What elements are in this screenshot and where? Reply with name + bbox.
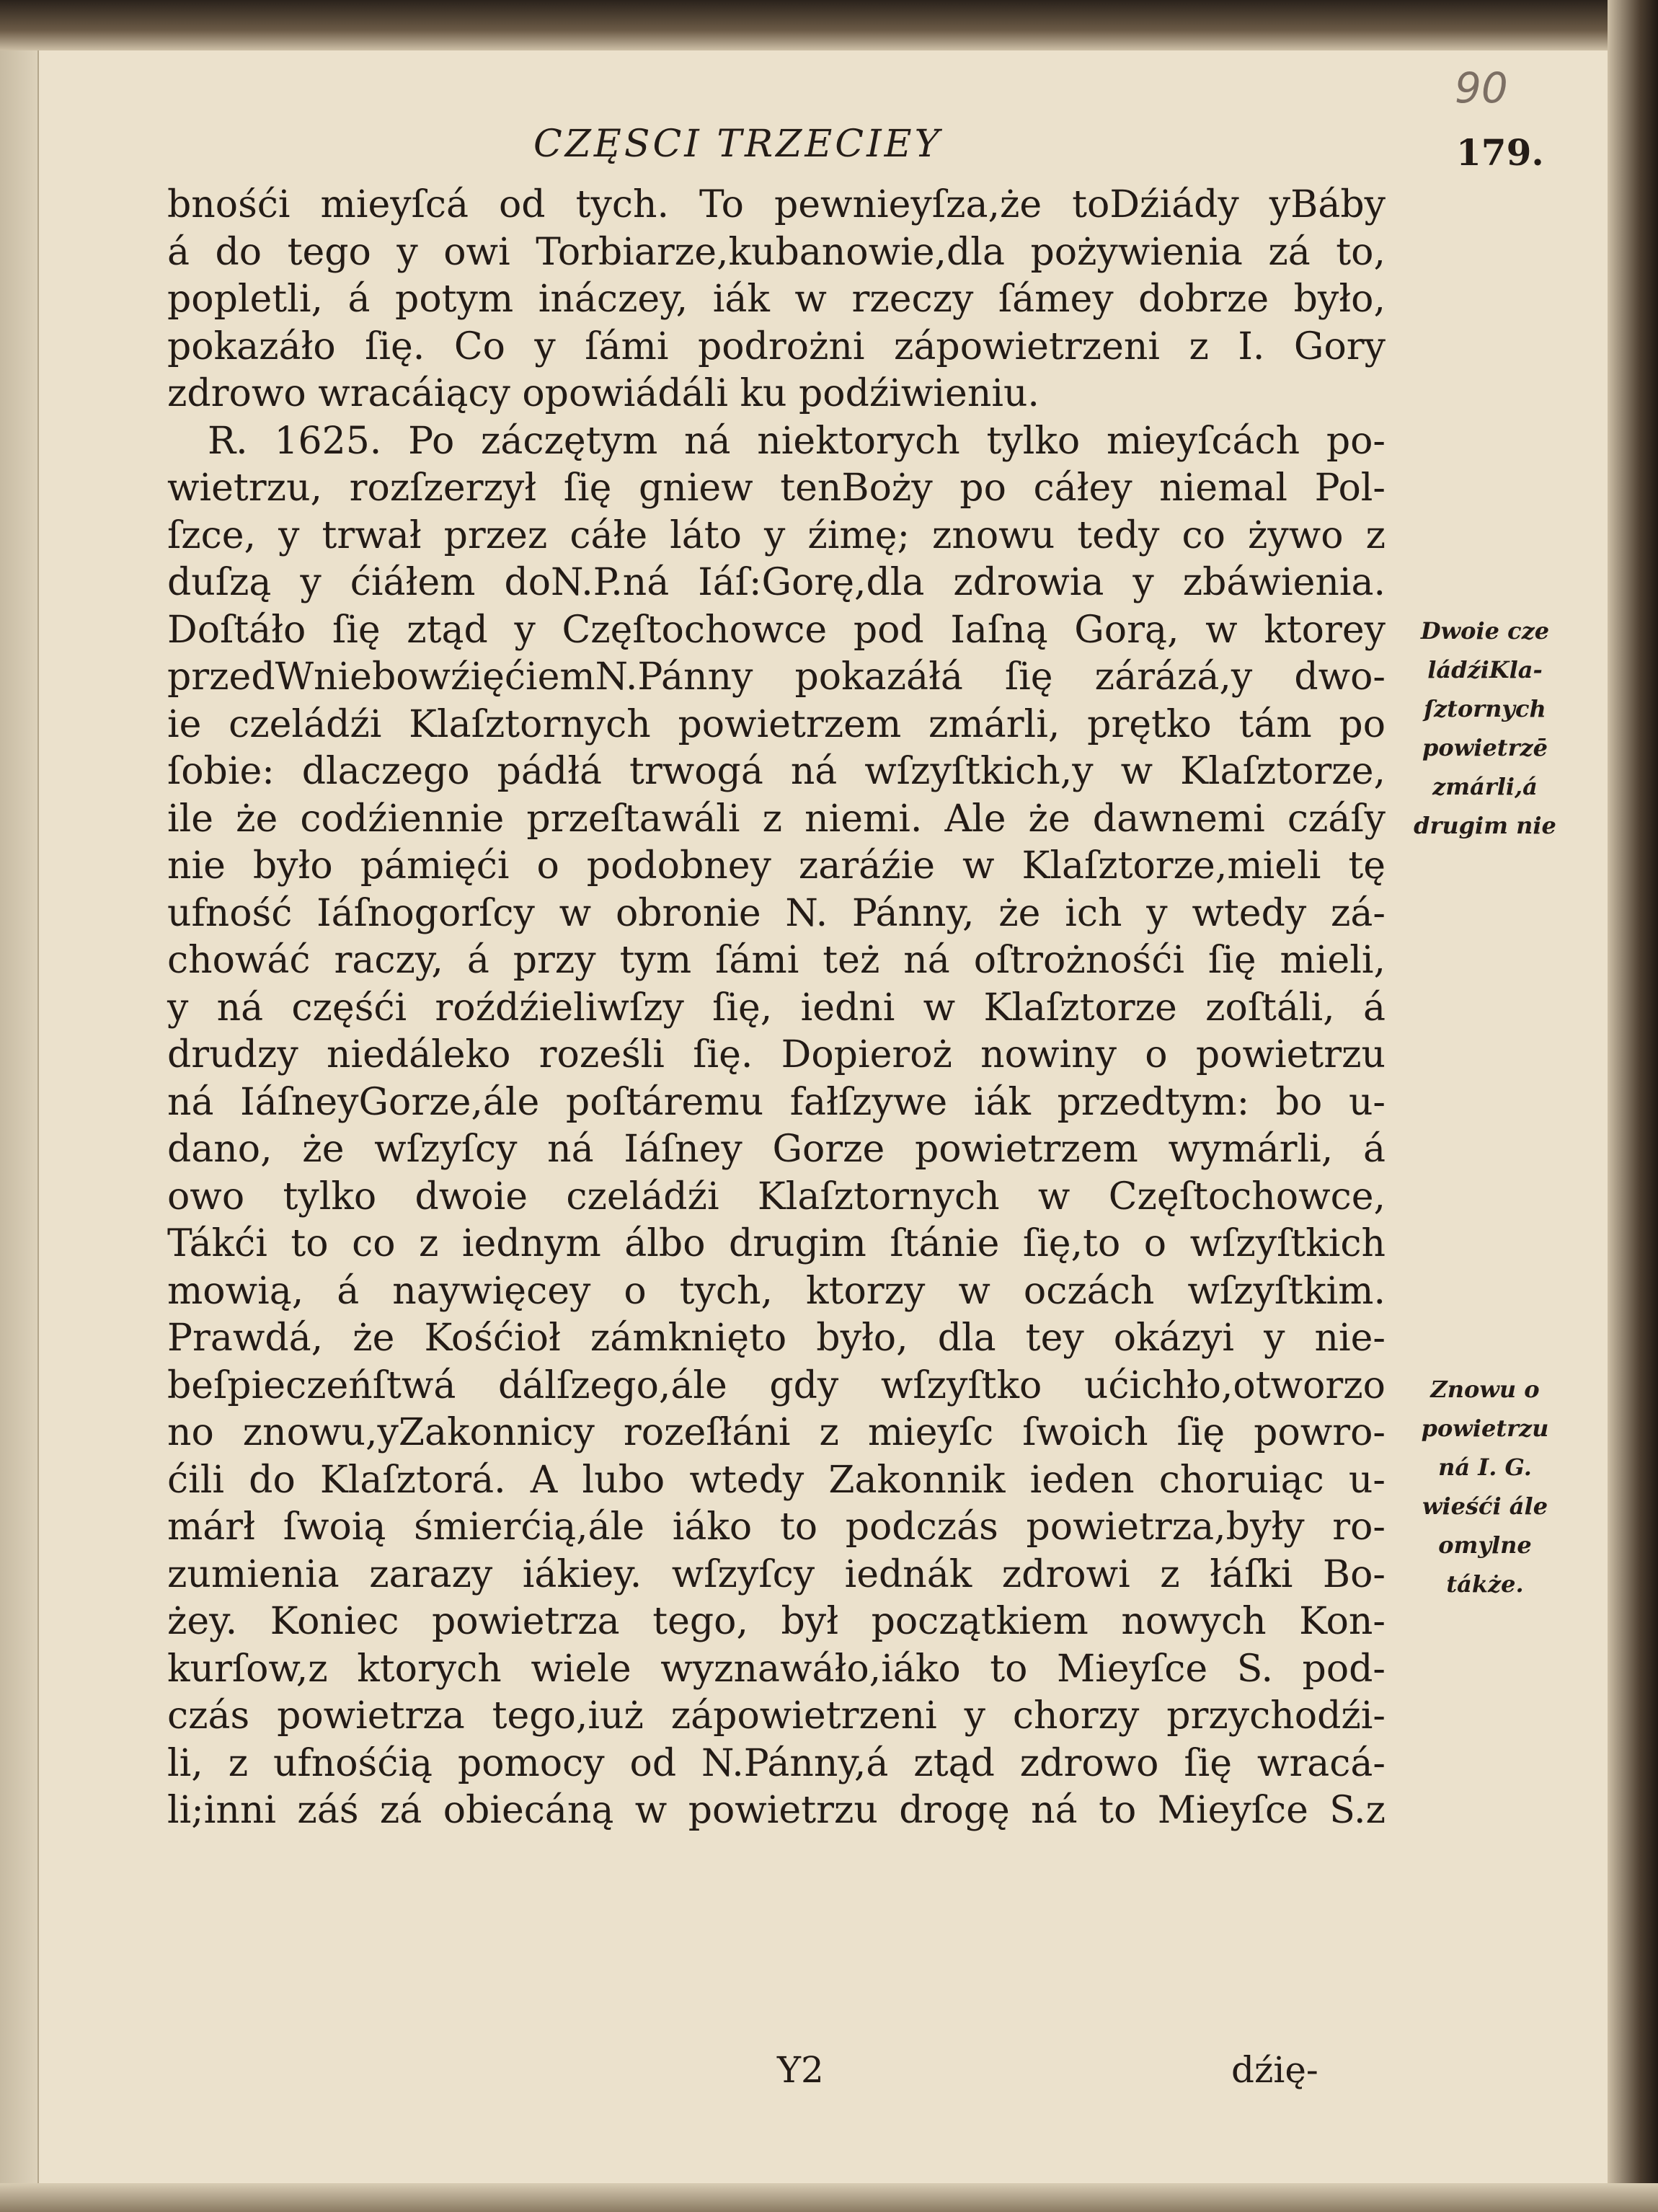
margin-note-line: Dwoie cze xyxy=(1420,617,1550,645)
margin-note-line: powietrzu xyxy=(1421,1415,1549,1442)
text-line: á do tego y owi Torbiarze,kubanowie,dla pożywienia zá to, xyxy=(167,230,1386,274)
text-line: chowáć raczy, á przy tym ſámi też ná oſtrożnośći ſię mieli, xyxy=(167,939,1386,982)
margin-note-line: zmárli,á xyxy=(1432,773,1538,800)
text-line: márł ſwoią śmierćią,ále iáko to podczás powietrza,były ro- xyxy=(167,1505,1386,1549)
text-line: duſzą y ćiáłem doN.P.ná Iáſ:Gorę,dla zdrowia y zbáwienia. xyxy=(167,561,1386,604)
margin-note-line: drugim nie xyxy=(1414,812,1556,839)
text-line: beſpieczeńſtwá dálſzego,ále gdy wſzyſtko ućichło,otworzo xyxy=(167,1363,1386,1407)
text-line: ile że codźiennie przeſtawáli z niemi. Ale że dawnemi czáſy xyxy=(167,797,1386,841)
margin-note-line: omylne xyxy=(1438,1531,1532,1559)
margin-note xyxy=(1388,1370,1582,1603)
scan-right-edge xyxy=(1608,0,1658,2212)
margin-note-line: tákże. xyxy=(1446,1570,1524,1598)
text-line: Tákći to co z iednym álbo drugim ſtánie ſię,to o wſzyſtkich xyxy=(167,1222,1386,1265)
text-line: li;inni záś zá obiecáną w powietrzu drogę ná to Mieyſce S.z xyxy=(167,1789,1386,1832)
margin-note-line: wieśći ále xyxy=(1422,1492,1548,1520)
text-line: ie czeládźi Klaſztornych powietrzem zmárli, prętko tám po xyxy=(167,702,1386,746)
text-line: czás powietrza tego,iuż zápowietrzeni y chorzy przychodźi- xyxy=(167,1694,1386,1738)
text-line: Prawdá, że Kośćioł zámknięto było, dla tey okázyi y nie- xyxy=(167,1317,1386,1360)
margin-note-line: powietrzē xyxy=(1422,734,1548,761)
scan-top-edge xyxy=(0,0,1658,50)
text-line: bnośći mieyſcá od tych. To pewnieyſza,że toDźiády yBáby xyxy=(167,183,1386,226)
margin-note-line: ná I. G. xyxy=(1438,1454,1532,1481)
margin-note-line: ſztornych xyxy=(1424,695,1546,722)
signature-mark: Y2 xyxy=(777,2049,824,2091)
page-number: 179. xyxy=(1456,131,1544,174)
margin-note-line: ládźiKla- xyxy=(1427,656,1543,683)
catchword: dźię- xyxy=(1231,2049,1318,2091)
text-line: zumienia zarazy iákiey. wſzyſcy iednák zdrowi z łáſki Bo- xyxy=(167,1552,1386,1596)
facing-page-edge xyxy=(0,50,39,2212)
text-line: li, z ufnośćią pomocy od N.Pánny,á ztąd zdrowo ſię wracá- xyxy=(167,1741,1386,1785)
text-line: ćili do Klaſztorá. A lubo wtedy Zakonnik ieden choruiąc u- xyxy=(167,1458,1386,1502)
text-line: ſobie: dlaczego pádłá trwogá ná wſzyſtkich,y w Klaſztorze, xyxy=(167,750,1386,793)
text-line: Doſtáło ſię ztąd y Częſtochowce pod Iaſną Gorą, w ktorey xyxy=(167,608,1386,652)
text-line: przedWniebowźięćiemN.Pánny pokazáłá ſię zárázá,y dwo- xyxy=(167,655,1386,699)
running-head: CZĘSCI TRZECIEY xyxy=(533,123,942,166)
text-line: owo tylko dwoie czeládźi Klaſztornych w Częſtochowce, xyxy=(167,1174,1386,1218)
text-line: żey. Koniec powietrza tego, był początkiem nowych Kon- xyxy=(167,1600,1386,1643)
text-line: popletli, á potym ináczey, iák w rzeczy ſámey dobrze było, xyxy=(167,278,1386,321)
body-text xyxy=(167,182,1386,1835)
manuscript-folio-number: 90 xyxy=(1455,63,1508,112)
margin-note xyxy=(1388,611,1582,845)
margin-note-line: Znowu o xyxy=(1430,1376,1540,1403)
text-line: dano, że wſzyſcy ná Iáſney Gorze powietrzem wymárli, á xyxy=(167,1128,1386,1171)
text-line: pokazáło ſię. Co y ſámi podrożni zápowietrzeni z I. Gory xyxy=(167,324,1386,368)
text-line: drudzy niedáleko roześli ſię. Dopieroż nowiny o powietrzu xyxy=(167,1033,1386,1076)
text-line: mowią, á naywięcey o tych, ktorzy w oczách wſzyſtkim. xyxy=(167,1269,1386,1313)
text-line: no znowu,yZakonnicy rozeſłáni z mieyſc ſwoich ſię powro- xyxy=(167,1411,1386,1454)
text-line: ufność Iáſnogorſcy w obronie N. Pánny, że ich y wtedy zá- xyxy=(167,891,1386,935)
text-line: wietrzu, rozſzerzył ſię gniew tenBoży po cáłey niemal Pol- xyxy=(167,466,1386,510)
text-line: zdrowo wracáiący opowiádáli ku podźiwieniu. xyxy=(167,372,1039,415)
text-line: R. 1625. Po záczętym ná niektorych tylko mieyſcách po- xyxy=(208,419,1386,463)
text-line: ná IáſneyGorze,ále poſtáremu fałſzywe iák przedtym: bo u- xyxy=(167,1080,1386,1124)
text-line: kurſow,z ktorych wiele wyznawáło,iáko to Mieyſce S. pod- xyxy=(167,1647,1386,1691)
text-line: y ná częśći roźdźieliwſzy ſię, iedni w Klaſztorze zoſtáli, á xyxy=(167,986,1386,1030)
scan-bottom-edge xyxy=(0,2183,1658,2212)
text-line: ſzce, y trwał przez cáłe láto y źimę; znowu tedy co żywo z xyxy=(167,513,1386,557)
text-line: nie było pámięći o podobney zaráźie w Klaſztorze,mieli tę xyxy=(167,844,1386,888)
